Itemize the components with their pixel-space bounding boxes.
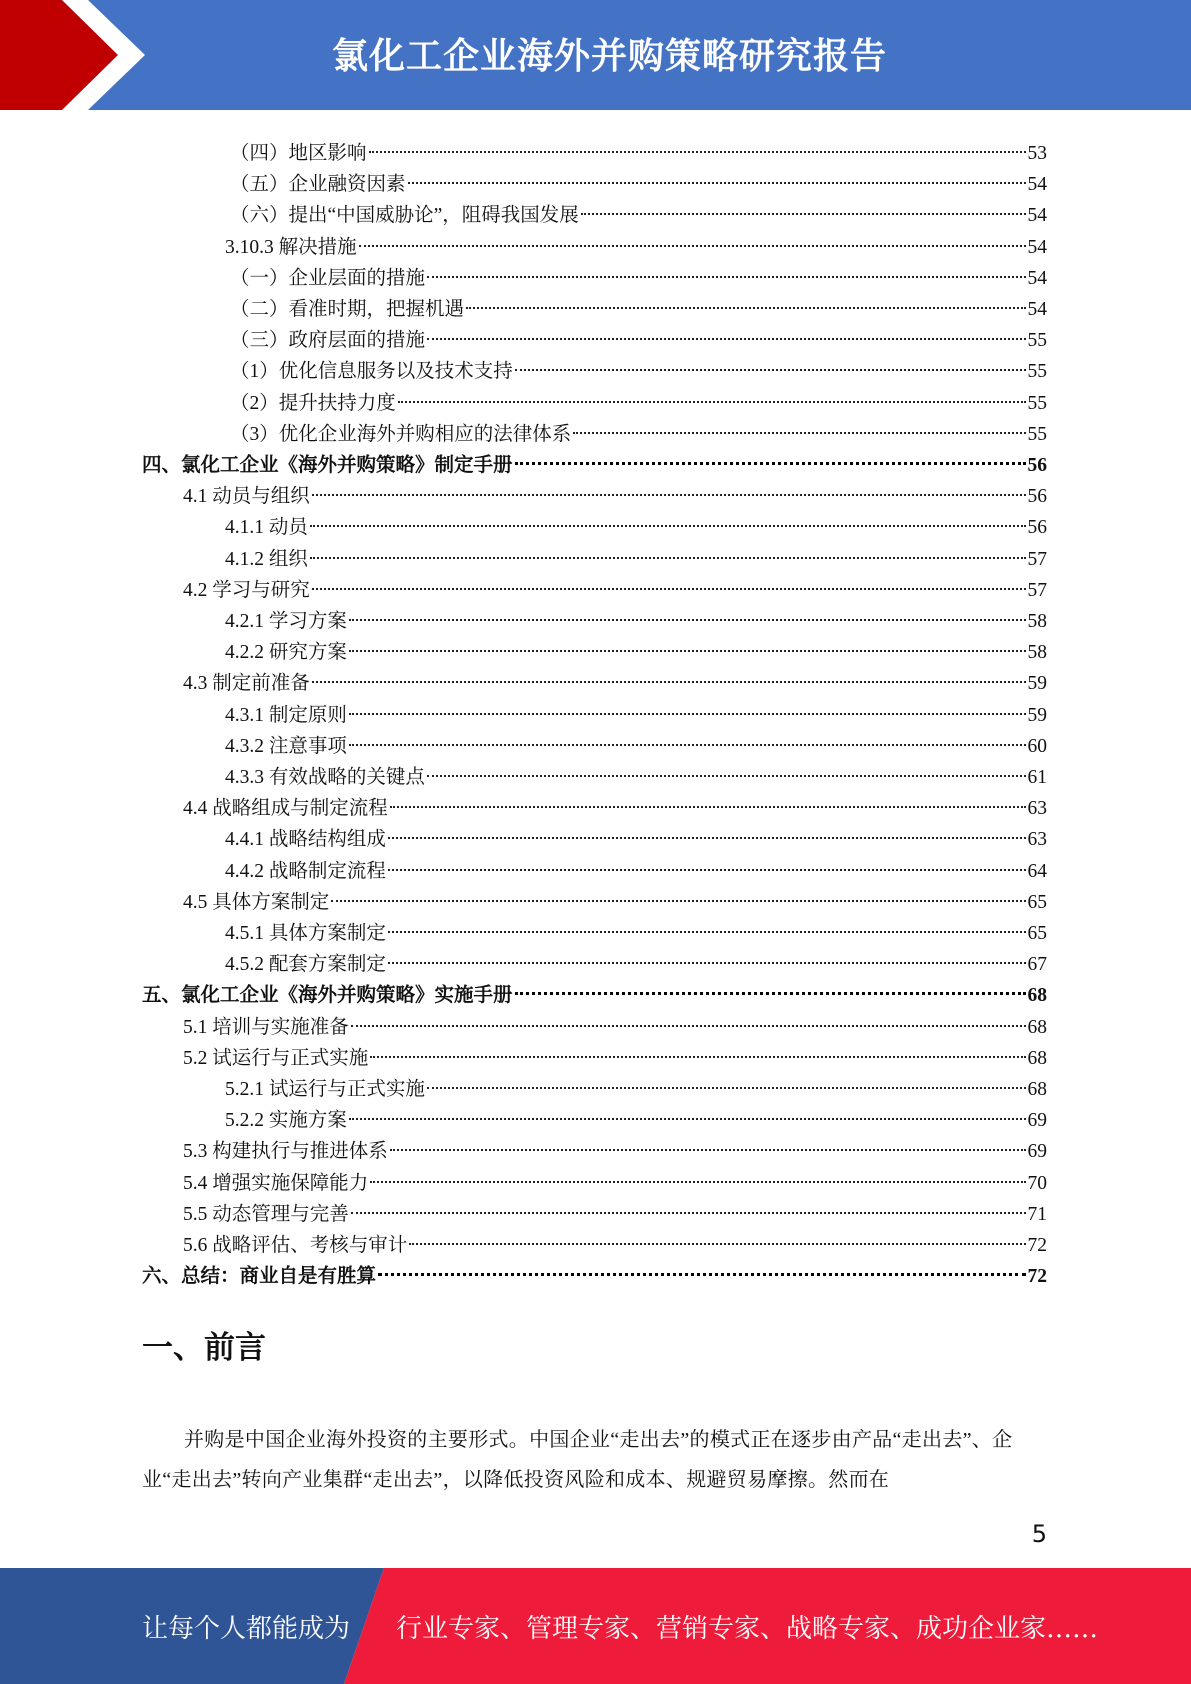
footer-slogan-right: 行业专家、管理专家、营销专家、战略专家、成功企业家…… xyxy=(396,1614,1099,1644)
toc-entry-title: （四）地区影响 xyxy=(230,143,367,164)
toc-entry-page: 54 xyxy=(1027,236,1047,258)
toc-entry-page: 54 xyxy=(1027,299,1047,320)
toc-entry[interactable] xyxy=(230,378,1047,414)
toc-entry-page: 58 xyxy=(1027,611,1047,632)
toc-entry[interactable] xyxy=(225,752,1047,788)
toc-entry-page: 60 xyxy=(1027,735,1047,757)
toc-entry-title: 5.2.1 试运行与正式实施 xyxy=(225,1079,425,1100)
toc-entry-page: 68 xyxy=(1027,1047,1047,1069)
toc-leader-dots xyxy=(515,440,1026,471)
toc-leader-dots xyxy=(427,253,1025,284)
toc-leader-dots xyxy=(359,222,1026,253)
toc-entry-page: 68 xyxy=(1027,1079,1047,1100)
toc-entry-title: 4.1.1 动员 xyxy=(225,517,308,539)
toc-entry-title: （二）看准时期，把握机遇 xyxy=(230,299,465,320)
toc-entry[interactable] xyxy=(183,1033,1047,1069)
toc-entry[interactable] xyxy=(225,1095,1047,1132)
toc-entry[interactable] xyxy=(142,1251,1047,1288)
toc-entry-title: 4.3 制定前准备 xyxy=(183,673,310,695)
toc-entry-page: 56 xyxy=(1027,517,1047,539)
toc-entry-title: 六、总结：商业自是有胜算 xyxy=(142,1266,377,1288)
toc-entry-title: 4.2 学习与研究 xyxy=(183,579,310,601)
toc-leader-dots xyxy=(378,1251,1025,1282)
section-heading: 一、前言 xyxy=(142,1330,266,1366)
toc-entry-page: 63 xyxy=(1027,798,1047,820)
toc-entry[interactable] xyxy=(183,783,1047,820)
toc-entry-title: 4.2.1 学习方案 xyxy=(225,611,347,632)
footer-banner xyxy=(0,1568,1191,1684)
toc-entry[interactable] xyxy=(225,534,1047,570)
body-paragraph xyxy=(142,1420,1047,1500)
toc-entry[interactable] xyxy=(142,970,1047,1007)
toc-entry[interactable] xyxy=(225,222,1047,258)
toc-entry-page: 69 xyxy=(1027,1110,1047,1132)
toc-entry[interactable] xyxy=(225,721,1047,757)
toc-entry-page: 68 xyxy=(1027,1016,1047,1038)
toc-leader-dots xyxy=(312,471,1026,502)
toc-entry-title: 5.5 动态管理与完善 xyxy=(183,1203,349,1225)
toc-entry-title: 4.1.2 组织 xyxy=(225,548,308,570)
toc-entry[interactable] xyxy=(225,690,1047,726)
toc-leader-dots xyxy=(369,128,1026,159)
toc-entry[interactable] xyxy=(230,284,1047,320)
toc-entry[interactable] xyxy=(183,471,1047,508)
toc-leader-dots xyxy=(398,378,1026,409)
toc-entry-page: 55 xyxy=(1027,330,1047,352)
toc-entry-page: 57 xyxy=(1027,548,1047,570)
toc-entry-title: 4.1 动员与组织 xyxy=(183,486,310,508)
toc-entry-title: 5.3 构建执行与推进体系 xyxy=(183,1141,388,1163)
toc-entry[interactable] xyxy=(225,814,1047,851)
toc-leader-dots xyxy=(427,315,1025,346)
toc-entry-title: 4.5.2 配套方案制定 xyxy=(225,954,386,976)
toc-entry-title: 5.2.2 实施方案 xyxy=(225,1110,347,1132)
paragraph-text: 并购是中国企业海外投资的主要形式。中国企业“走出去”的模式正在逐步由产品“走出去”、企业“走出去”转向产业集群“走出去”，以降低投资风险和成本、规避贸易摩擦。然而在 xyxy=(142,1429,1013,1491)
toc-entry-page: 64 xyxy=(1027,860,1047,882)
toc-leader-dots xyxy=(581,190,1026,221)
toc-entry[interactable] xyxy=(183,1220,1047,1256)
toc-entry[interactable] xyxy=(183,1126,1047,1163)
toc-leader-dots xyxy=(390,1126,1026,1157)
toc-entry-page: 56 xyxy=(1027,486,1047,508)
toc-entry[interactable] xyxy=(183,658,1047,695)
toc-entry-page: 72 xyxy=(1027,1266,1047,1288)
toc-entry-page: 54 xyxy=(1027,267,1047,289)
toc-leader-dots xyxy=(370,1033,1025,1064)
toc-leader-dots xyxy=(466,284,1025,315)
toc-leader-dots xyxy=(312,658,1026,689)
toc-leader-dots xyxy=(351,1002,1026,1033)
toc-leader-dots xyxy=(310,502,1026,533)
toc-entry-title: （六）提出“中国威胁论”，阻碍我国发展 xyxy=(230,205,579,227)
toc-entry-title: （五）企业融资因素 xyxy=(230,174,406,196)
toc-entry-title: 4.5 具体方案制定 xyxy=(183,891,330,913)
toc-entry[interactable] xyxy=(183,1002,1047,1038)
toc-entry-title: 4.4.2 战略制定流程 xyxy=(225,860,386,882)
toc-entry-title: （1）优化信息服务以及技术支持 xyxy=(230,361,513,383)
page-number: 5 xyxy=(1031,1520,1047,1548)
toc-leader-dots xyxy=(349,721,1026,752)
toc-entry[interactable] xyxy=(142,440,1047,476)
report-title: 氯化工企业海外并购策略研究报告 xyxy=(331,36,887,77)
toc-entry[interactable] xyxy=(225,596,1047,632)
toc-leader-dots xyxy=(349,596,1026,627)
toc-entry-page: 54 xyxy=(1027,174,1047,196)
toc-entry-page: 59 xyxy=(1027,704,1047,726)
toc-entry-title: 5.6 战略评估、考核与审计 xyxy=(183,1235,408,1256)
toc-entry-page: 67 xyxy=(1027,954,1047,976)
toc-entry[interactable] xyxy=(230,159,1047,196)
toc-entry[interactable] xyxy=(225,939,1047,976)
toc-entry-page: 55 xyxy=(1027,392,1047,414)
toc-entry[interactable] xyxy=(225,1064,1047,1100)
toc-entry-page: 56 xyxy=(1027,455,1047,476)
toc-entry-title: 4.4 战略组成与制定流程 xyxy=(183,798,388,820)
toc-leader-dots xyxy=(388,846,1026,877)
toc-entry-page: 55 xyxy=(1027,423,1047,445)
toc-entry[interactable] xyxy=(225,908,1047,944)
toc-leader-dots xyxy=(408,159,1026,190)
toc-leader-dots xyxy=(515,346,1026,377)
toc-entry-title: （2）提升扶持力度 xyxy=(230,392,396,414)
toc-entry[interactable] xyxy=(230,190,1047,227)
header-banner xyxy=(0,0,1191,110)
toc-entry-title: 3.10.3 解决措施 xyxy=(225,236,357,258)
toc-leader-dots xyxy=(331,877,1025,908)
toc-entry-title: 5.4 增强实施保障能力 xyxy=(183,1172,369,1194)
toc-entry[interactable] xyxy=(183,1158,1047,1194)
toc-entry-page: 63 xyxy=(1027,829,1047,851)
toc-entry[interactable] xyxy=(230,253,1047,289)
toc-entry-page: 58 xyxy=(1027,642,1047,664)
toc-entry-title: 4.4.1 战略结构组成 xyxy=(225,829,386,851)
toc-leader-dots xyxy=(349,690,1026,721)
toc-leader-dots xyxy=(409,1220,1025,1251)
toc-entry-page: 65 xyxy=(1027,923,1047,944)
toc-entry-title: 4.3.3 有效战略的关键点 xyxy=(225,767,425,788)
toc-entry[interactable] xyxy=(225,502,1047,539)
toc-entry-page: 70 xyxy=(1027,1172,1047,1194)
toc-entry-page: 71 xyxy=(1027,1203,1047,1225)
toc-entry-title: 五、氯化工企业《海外并购策略》实施手册 xyxy=(142,985,513,1007)
toc-entry-title: 4.3.2 注意事项 xyxy=(225,735,347,757)
toc-entry-title: （一）企业层面的措施 xyxy=(230,267,426,289)
toc-leader-dots xyxy=(427,752,1026,783)
toc-entry-title: 4.3.1 制定原则 xyxy=(225,704,347,726)
toc-entry-title: 4.2.2 研究方案 xyxy=(225,642,347,664)
toc-entry-page: 65 xyxy=(1027,891,1047,913)
toc-entry-title: （三）政府层面的措施 xyxy=(230,330,426,352)
toc-entry[interactable] xyxy=(225,627,1047,664)
toc-leader-dots xyxy=(370,1158,1025,1189)
toc-entry[interactable] xyxy=(183,877,1047,913)
toc-entry[interactable] xyxy=(230,346,1047,383)
toc-entry[interactable] xyxy=(230,315,1047,352)
toc-entry[interactable] xyxy=(230,409,1047,445)
toc-leader-dots xyxy=(427,1064,1026,1095)
toc-leader-dots xyxy=(390,783,1026,814)
toc-leader-dots xyxy=(388,939,1026,970)
toc-entry-title: 5.2 试运行与正式实施 xyxy=(183,1047,369,1069)
toc-entry-title: （3）优化企业海外并购相应的法律体系 xyxy=(230,423,572,445)
toc-entry[interactable] xyxy=(183,1189,1047,1225)
toc-entry-title: 4.5.1 具体方案制定 xyxy=(225,923,386,944)
toc-entry-page: 54 xyxy=(1027,205,1047,227)
toc-entry-page: 57 xyxy=(1027,579,1047,601)
toc-entry-page: 69 xyxy=(1027,1141,1047,1163)
footer-slogan-left: 让每个人都能成为 xyxy=(142,1614,351,1644)
toc-entry-page: 59 xyxy=(1027,673,1047,695)
toc-leader-dots xyxy=(351,1189,1026,1220)
toc-entry-page: 72 xyxy=(1027,1235,1047,1256)
toc-leader-dots xyxy=(349,1095,1026,1126)
toc-entry-title: 5.1 培训与实施准备 xyxy=(183,1016,349,1038)
toc-entry-page: 55 xyxy=(1027,361,1047,383)
toc-entry-page: 68 xyxy=(1027,985,1047,1007)
toc-leader-dots xyxy=(388,908,1026,939)
toc-leader-dots xyxy=(388,814,1026,845)
toc-entry[interactable] xyxy=(230,128,1047,164)
toc-leader-dots xyxy=(312,565,1026,596)
toc-entry[interactable] xyxy=(225,846,1047,882)
toc-leader-dots xyxy=(515,970,1026,1001)
toc-leader-dots xyxy=(310,534,1026,565)
toc-entry-title: 四、氯化工企业《海外并购策略》制定手册 xyxy=(142,455,513,476)
toc-entry[interactable] xyxy=(183,565,1047,601)
toc-leader-dots xyxy=(349,627,1026,658)
toc-leader-dots xyxy=(573,409,1025,440)
toc-entry-page: 61 xyxy=(1027,767,1047,788)
toc-entry-page: 53 xyxy=(1027,143,1047,164)
